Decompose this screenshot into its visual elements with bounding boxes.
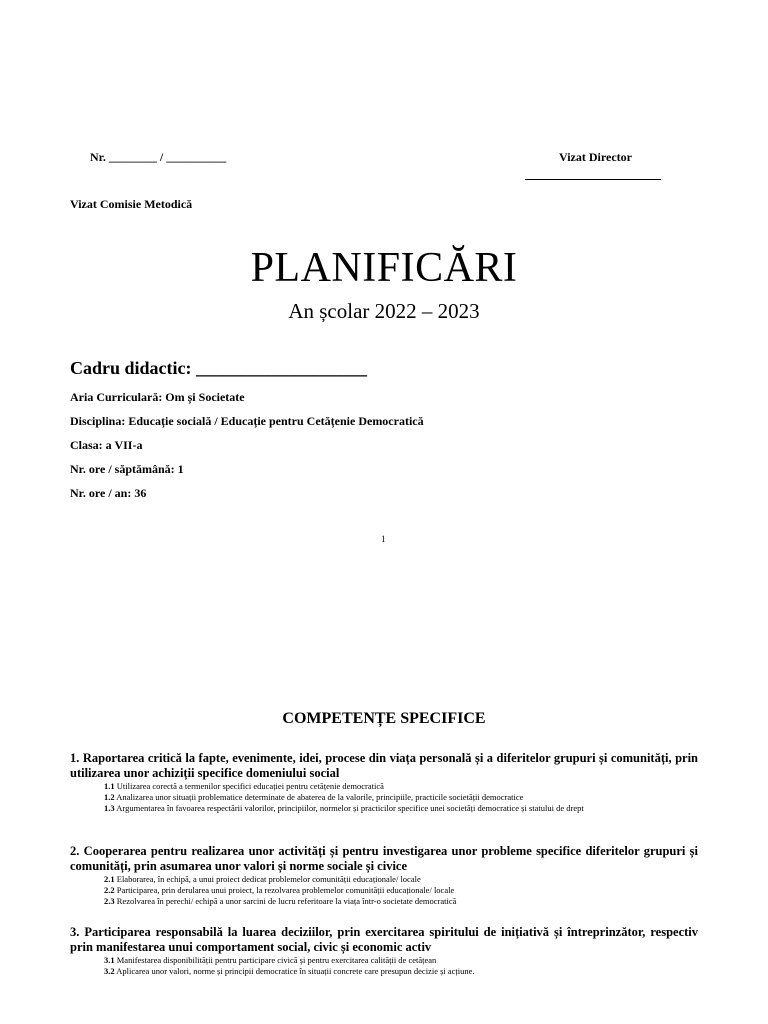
competence-sub-item: 1.3 Argumentarea în favoarea respectării valorilor, principiilor, normelor și practicilor specifice unei societăți democratice și statului de drept — [104, 803, 584, 813]
competence-sub-item: 2.1 Elaborarea, în echipă, a unui proiect dedicat problemelor comunității educaționale/ locale — [104, 874, 421, 884]
competence-sub-item: 3.2 Aplicarea unor valori, norme și principii democratice în situații concrete care presupun decizie și acțiune. — [104, 966, 475, 976]
info-hours-per-year: Nr. ore / an: 36 — [70, 486, 147, 500]
competence-title: 2. Cooperarea pentru realizarea unor activități și pentru investigarea unor probleme specifice diferitelor grupuri și comunități, prin asumarea unor valori și norme sociale și civice — [70, 844, 698, 873]
info-hours-per-week: Nr. ore / săptămână: 1 — [70, 462, 184, 476]
competence-title: 3. Participarea responsabilă la luarea deciziilor, prin exercitarea spiritului de inițiativă și întreprinzător, respectiv prin manifestarea unui comportament social, civic și economic activ — [70, 925, 698, 954]
director-signature-line — [525, 167, 661, 180]
competence-sub-item: 1.2 Analizarea unor situații problematice determinate de abaterea de la valorile, principiile, practicile societății democratice — [104, 792, 524, 802]
page-number: 1 — [381, 534, 386, 544]
commission-approval-label: Vizat Comisie Metodică — [70, 197, 193, 211]
teacher-field: Cadru didactic: ___________________ — [70, 358, 367, 378]
competence-sub-item: 3.1 Manifestarea disponibilității pentru participare civică și pentru exercitarea calității de cetățean — [104, 955, 437, 965]
competence-section-1 — [70, 751, 698, 814]
info-class: Clasa: a VII-a — [70, 438, 143, 452]
info-discipline: Disciplina: Educație socială / Educație pentru Cetățenie Democratică — [70, 414, 424, 428]
competence-sub-item: 2.3 Rezolvarea în perechi/ echipă a unor sarcini de lucru referitoare la viața într-o societate democratică — [104, 896, 457, 906]
info-curricular-area: Aria Curriculară: Om și Societate — [70, 390, 245, 404]
registration-number-field: Nr. ________ / __________ — [90, 150, 227, 164]
document-title: PLANIFICĂRI — [250, 245, 518, 291]
director-approval-label: Vizat Director — [559, 150, 632, 164]
competences-heading: COMPETENȚE SPECIFICE — [282, 710, 486, 727]
competence-sub-item: 1.1 Utilizarea corectă a termenilor specifici educației pentru cetățenie democratică — [104, 781, 384, 791]
competence-sub-item: 2.2 Participarea, prin derularea unui proiect, la rezolvarea problemelor comunității educaționale/ locale — [104, 885, 455, 895]
competence-title: 1. Raportarea critică la fapte, evenimente, idei, procese din viața personală și a diferitelor grupuri și comunități, prin utilizarea unor achiziții specifice domeniului social — [70, 751, 698, 780]
school-year-subtitle: An școlar 2022 – 2023 — [288, 299, 480, 323]
competence-section-2 — [70, 844, 698, 907]
competence-section-3 — [70, 925, 698, 977]
